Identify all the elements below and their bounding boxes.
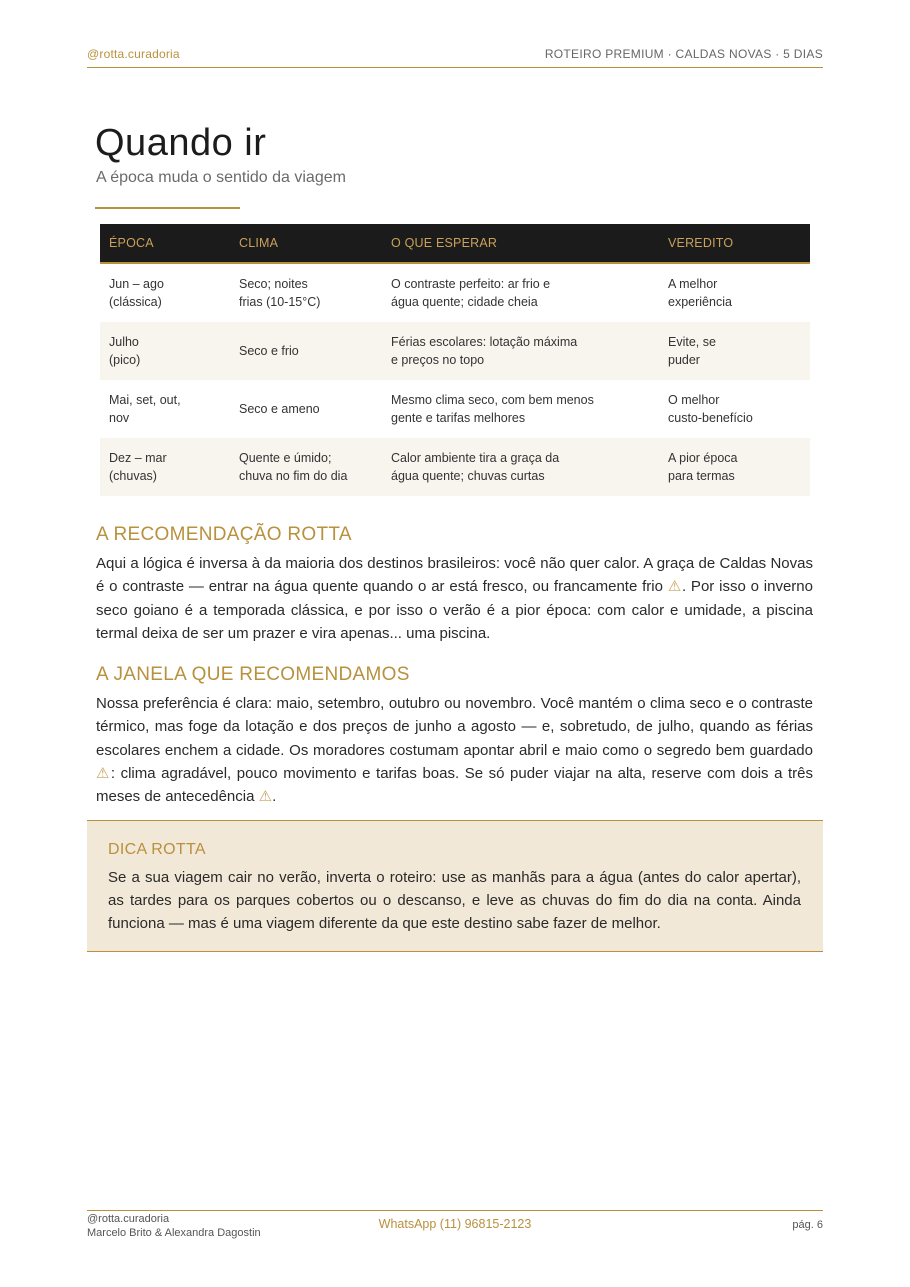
cell-esperar: Mesmo clima seco, com bem menos gente e tarifas melhores (391, 393, 594, 425)
page-title: Quando ir (95, 122, 267, 164)
tip-box (87, 820, 823, 952)
cell-epoca: Jun – ago (clássica) (109, 277, 164, 309)
section-heading-janela: A JANELA QUE RECOMENDAMOS (96, 664, 410, 685)
cell-epoca: Dez – mar (chuvas) (100, 438, 230, 496)
page-subtitle: A época muda o sentido da viagem (96, 169, 346, 186)
section-text-recomendacao: Aqui a lógica é inversa à da maioria dos destinos brasileiros: você não quer calor. A graça de Caldas Novas é o contraste — entrar na água quente quando o ar está fresco, ou francamente frio ⚠. Por isso o inverno seco goiano é a temporada clássica, e por isso o verão é a pior época: com calor e umidade, a piscina termal deixa de ser um prazer e vira apenas... uma piscina. (96, 555, 813, 642)
column-header-veredito: VEREDITO (659, 224, 810, 263)
footer-brand: @rotta.curadoria (87, 1213, 170, 1225)
tip-heading: DICA ROTTA (108, 841, 206, 858)
cell-veredito: Evite, se puder (659, 322, 810, 380)
section-heading-recomendacao: A RECOMENDAÇÃO ROTTA (96, 524, 352, 545)
warning-icon: ⚠ (258, 788, 273, 806)
cell-veredito: A pior época para termas (659, 438, 810, 496)
page-footer (87, 1210, 823, 1251)
cell-esperar: Férias escolares: lotação máxima e preços no topo (382, 322, 659, 380)
footer-contact: WhatsApp (11) 96815-2123 (378, 1217, 532, 1231)
column-header-esperar: O QUE ESPERAR (382, 224, 659, 263)
footer-authors: Marcelo Brito & Alexandra Dagostin (87, 1227, 261, 1239)
cell-clima: Seco e ameno (239, 402, 320, 416)
cell-veredito: A melhor experiência (668, 277, 732, 309)
section-text-janela: Nossa preferência é clara: maio, setembro, outubro ou novembro. Você mantém o clima seco e o contraste térmico, mas foge da lotação e dos preços de junho a agosto — e, sobretudo, de julho, quando as férias escolares enchem a cidade. Os moradores costumam apontar abril e maio como o segredo bem guardado ⚠: clima agradável, pouco movimento e tarifas boas. Se só puder viajar na alta, reserve com dois a três meses de antecedência ⚠. (96, 695, 814, 806)
column-header-epoca: ÉPOCA (100, 224, 230, 263)
cell-veredito: O melhor custo-benefício (668, 393, 753, 425)
table-row (100, 380, 810, 438)
warning-icon: ⚠ (96, 764, 111, 782)
table-header-row (100, 224, 810, 263)
tip-text: Se a sua viagem cair no verão, inverta o roteiro: use as manhãs para a água (antes do calor apertar), as tardes para os parques cobertos ou o descanso, e leve as chuvas do fim do dia na conta. Ainda funciona — mas é uma viagem diferente da que este destino sabe fazer de melhor. (108, 869, 801, 932)
table-row (100, 322, 810, 380)
header-doc-title: ROTEIRO PREMIUM · CALDAS NOVAS · 5 DIAS (544, 47, 823, 61)
table-row (100, 263, 810, 322)
cell-esperar: O contraste perfeito: ar frio e água quente; cidade cheia (391, 277, 551, 309)
cell-epoca: Julho (pico) (100, 322, 230, 380)
cell-esperar: Calor ambiente tira a graça da água quente; chuvas curtas (382, 438, 659, 496)
column-header-clima: CLIMA (230, 224, 382, 263)
warning-icon: ⚠ (667, 578, 682, 596)
cell-clima: Seco e frio (230, 322, 382, 380)
page-header (87, 46, 823, 68)
page-number: pág. 6 (792, 1219, 823, 1231)
season-table (100, 224, 810, 496)
table-row (100, 438, 810, 496)
header-brand: @rotta.curadoria (87, 47, 180, 61)
cell-epoca: Mai, set, out, nov (109, 393, 181, 425)
title-divider (95, 207, 240, 209)
cell-clima: Seco; noites frias (10-15°C) (239, 277, 321, 309)
cell-clima: Quente e úmido; chuva no fim do dia (230, 438, 382, 496)
